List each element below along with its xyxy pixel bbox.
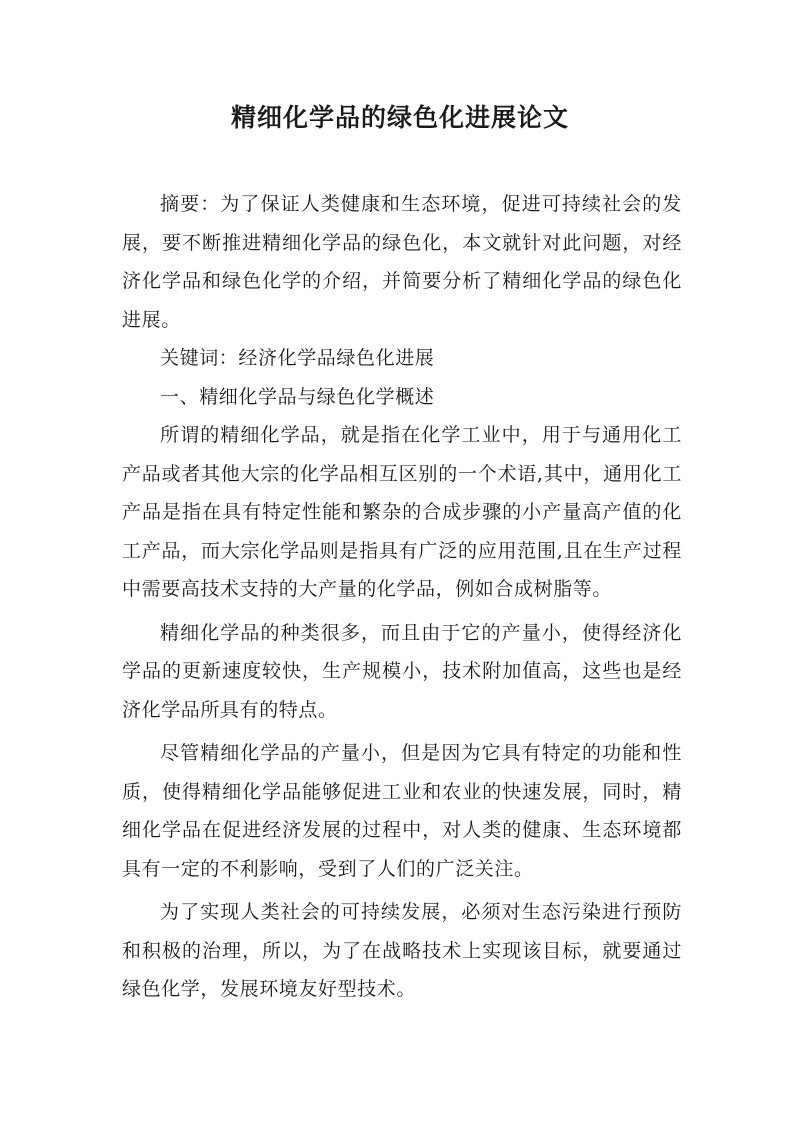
section-heading: 一、精细化学品与绿色化学概述 — [160, 385, 435, 408]
body-paragraph: 精细化学品的种类很多，而且由于它的产量小，使得经济化学品的更新速度较快，生产规模小，技术附加值高，这些也是经济化学品所具有的特点。 — [122, 621, 682, 721]
document-body — [122, 185, 682, 1009]
body-paragraph: 所谓的精细化学品，就是指在化学工业中，用于与通用化工产品或者其他大宗的化学品相互区别的一个术语,其中，通用化工产品是指在具有特定性能和繁杂的合成步骤的小产量高产值的化工产品，而大宗化学品则是指具有广泛的应用范围,且在生产过程中需要高技术支持的大产量的化学品，例如合成树脂等。 — [122, 424, 682, 600]
abstract-paragraph: 摘要：为了保证人类健康和生态环境，促进可持续社会的发展，要不断推进精细化学品的绿色化，本文就针对此问题，对经济化学品和绿色化学的介绍，并简要分析了精细化学品的绿色化进展。 — [122, 193, 682, 331]
keywords-paragraph: 关键词：经济化学品绿色化进展 — [160, 347, 435, 369]
body-paragraph: 尽管精细化学品的产量小，但是因为它具有特定的功能和性质，使得精细化学品能够促进工业和农业的快速发展，同时，精细化学品在促进经济发展的过程中，对人类的健康、生态环境都具有一定的不利影响，受到了人们的广泛关注。 — [122, 742, 682, 880]
document-title: 精细化学品的绿色化进展论文 — [230, 103, 569, 132]
body-paragraph: 为了实现人类社会的可持续发展，必须对生态污染进行预防和积极的治理，所以，为了在战略技术上实现该目标，就要通过绿色化学，发展环境友好型技术。 — [122, 901, 682, 1000]
